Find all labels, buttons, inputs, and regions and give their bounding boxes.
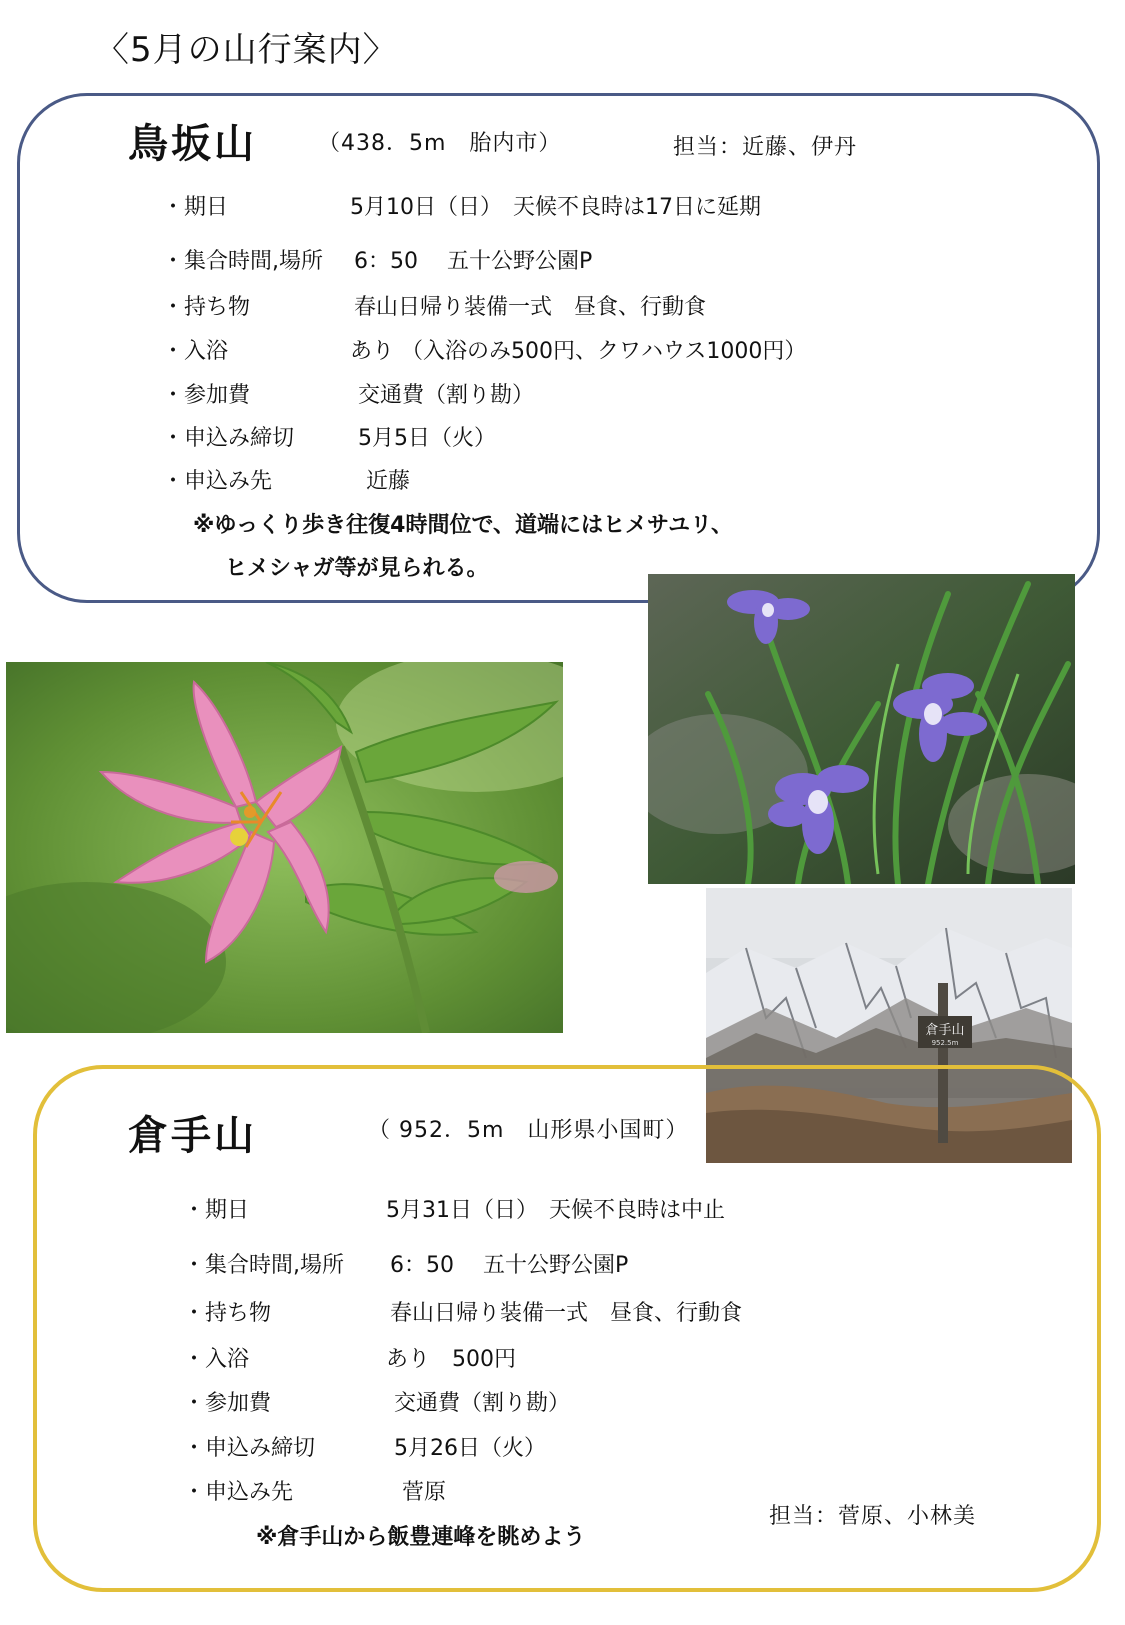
row-label: ・持ち物 bbox=[162, 295, 251, 320]
row-label: ・集合時間,場所 bbox=[162, 249, 323, 274]
note-kurate: ※倉手山から飯豊連峰を眺めよう bbox=[256, 1525, 586, 1550]
row-value: 6：50 五十公野公園P bbox=[354, 249, 593, 274]
row-label: ・持ち物 bbox=[183, 1301, 272, 1326]
page-title: 〈5月の山行案内〉 bbox=[95, 30, 398, 70]
row-value: 春山日帰り装備一式 昼食、行動食 bbox=[354, 295, 707, 320]
row-value: 5月26日（火） bbox=[394, 1436, 546, 1461]
row-value: 近藤 bbox=[366, 469, 411, 494]
leader-torisaka: 担当：近藤、伊丹 bbox=[673, 135, 858, 160]
iris-photo bbox=[648, 574, 1075, 884]
row-value: あり （入浴のみ500円、クワハウス1000円） bbox=[350, 339, 807, 364]
row-label: ・入浴 bbox=[162, 339, 229, 364]
row-label: ・申込み締切 bbox=[183, 1436, 316, 1461]
signpost-small-text: 952.5m bbox=[931, 1039, 959, 1047]
row-label: ・期日 bbox=[183, 1198, 250, 1223]
mountain-name-kurate: 倉手山 bbox=[128, 1113, 257, 1159]
row-label: ・集合時間,場所 bbox=[183, 1253, 344, 1278]
row-label: ・申込み先 bbox=[162, 469, 273, 494]
row-value: 菅原 bbox=[402, 1480, 447, 1505]
row-value: 6：50 五十公野公園P bbox=[390, 1253, 629, 1278]
signpost-text: 倉手山 bbox=[925, 1023, 965, 1038]
row-value: 5月5日（火） bbox=[358, 426, 496, 451]
row-label: ・入浴 bbox=[183, 1347, 250, 1372]
row-value: 交通費（割り勘） bbox=[394, 1391, 571, 1416]
elevation-kurate: （ 952．5m 山形県小国町） bbox=[368, 1118, 689, 1143]
row-value: あり 500円 bbox=[386, 1347, 516, 1372]
mountain-name-torisaka: 鳥坂山 bbox=[128, 121, 257, 167]
elevation-torisaka: （438．5m 胎内市） bbox=[318, 131, 562, 156]
row-label: ・申込み先 bbox=[183, 1480, 294, 1505]
row-value: 5月31日（日） 天候不良時は中止 bbox=[386, 1198, 725, 1223]
row-value: 交通費（割り勘） bbox=[358, 383, 535, 408]
note-line-1: ※ゆっくり歩き往復4時間位で、道端にはヒメサユリ、 bbox=[193, 513, 734, 538]
leader-kurate: 担当：菅原、小林美 bbox=[769, 1504, 977, 1529]
row-value: 5月10日（日） 天候不良時は17日に延期 bbox=[350, 195, 761, 220]
lily-photo bbox=[6, 662, 563, 1033]
row-value: 春山日帰り装備一式 昼食、行動食 bbox=[390, 1301, 743, 1326]
row-label: ・申込み締切 bbox=[162, 426, 295, 451]
row-label: ・参加費 bbox=[183, 1391, 272, 1416]
note-line-2: ヒメシャガ等が見られる。 bbox=[225, 556, 489, 581]
row-label: ・参加費 bbox=[162, 383, 251, 408]
row-label: ・期日 bbox=[162, 195, 229, 220]
